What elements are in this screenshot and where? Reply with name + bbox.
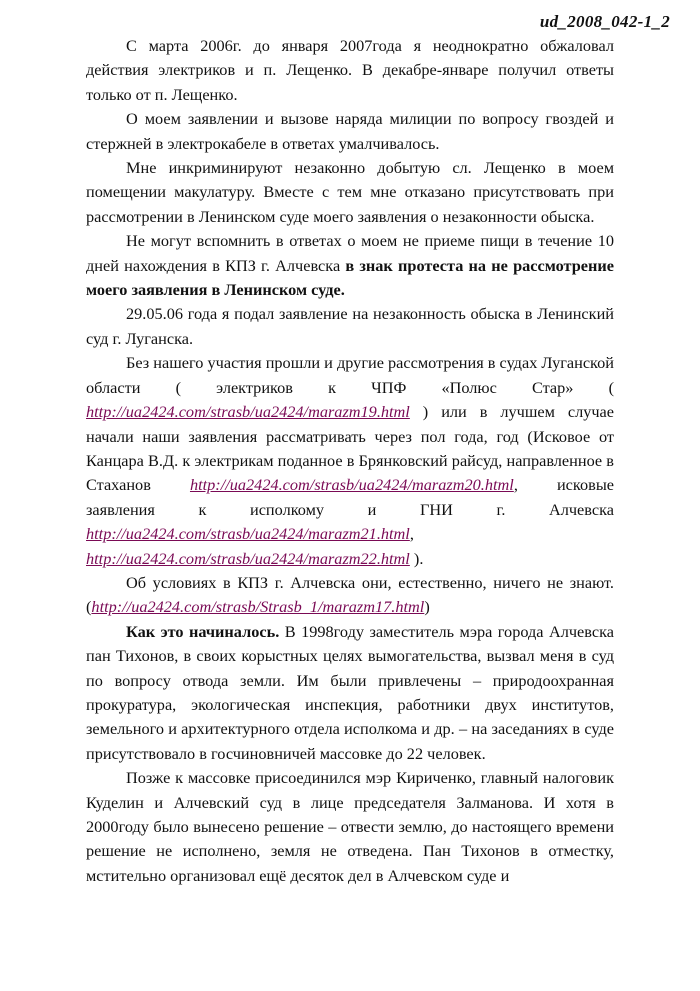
paragraph-2: О моем заявлении и вызове наряда милиции по вопросу гвоздей и стержней в электрокабеле в ответах умалчивалось.	[86, 109, 614, 153]
paragraph-6: Без нашего участия прошли и другие рассмотрения в судах Луганской области ( электриков к ЧПФ «Полюс Стар» ( http://ua2424.com/strasb/ua2424/marazm19.html ) или в лучшем случае начали наши заявления рассматривать через пол года, год (Исковое от Канцара В.Д. к электрикам поданное в Брянковский райсуд, направленное в Стаханов http://ua2424.com/strasb/ua2424/marazm20.html, исковые заявления к исполкому и ГНИ г. Алчевска http://ua2424.com/strasb/ua2424/marazm21.html, http://ua2424.com/strasb/ua2424/marazm22.html ).	[86, 353, 614, 568]
link-marazm20[interactable]: http://ua2424.com/strasb/ua2424/marazm20.html	[189, 475, 514, 495]
paragraph-8	[86, 620, 614, 766]
paragraph-6-text-a: Без нашего участия прошли и другие рассмотрения в судах Луганской области ( электриков к ЧПФ «Полюс Стар» (	[86, 353, 614, 397]
paragraph-1: С марта 2006г. до января 2007года я неоднократно обжаловал действия электриков и п. Лещенко. В декабре-январе получил ответы только от п. Лещенко.	[86, 36, 614, 104]
document-body	[86, 34, 614, 888]
paragraph-5: 29.05.06 года я подал заявление на незаконность обыска в Ленинский суд г. Луганска.	[86, 304, 614, 348]
link-marazm22[interactable]: http://ua2424.com/strasb/ua2424/marazm22.html	[86, 548, 410, 568]
link-marazm17[interactable]: http://ua2424.com/strasb/Strasb_1/marazm17.html	[91, 597, 425, 617]
link-marazm21[interactable]: http://ua2424.com/strasb/ua2424/marazm21.html	[86, 524, 410, 544]
paragraph-4	[86, 229, 614, 302]
document-id: ud_2008_042-1_2	[539, 12, 670, 31]
paragraph-6-text-b: ) или в лучшем случае начали наши заявления рассматривать через пол года, год (Исковое от Канцара В.Д. к электрикам поданное в Брянковский райсуд, направленное в Стаханов	[86, 402, 614, 495]
link-marazm19[interactable]: http://ua2424.com/strasb/ua2424/marazm19.html	[86, 402, 410, 422]
paragraph-7-text-a: Об условиях в КПЗ г. Алчевска они, естественно, ничего не знают. (	[86, 572, 614, 617]
paragraph-8-heading: Как это начиналось.	[126, 621, 280, 641]
paragraph-9: Позже к массовке присоединился мэр Кириченко, главный налоговик Куделин и Алчевский суд в лице председателя Залманова. И хотя в 2000году было вынесено решение – отвести землю, до настоящего времени решение не исполнено, земля не отведена. Пан Тихонов в отместку, мстительно организовал ещё десяток дел в Алчевском суде и	[86, 768, 614, 885]
paragraph-7	[86, 571, 614, 620]
paragraph-4-text: Не могут вспомнить в ответах о моем не приеме пищи в течение 10 дней нахождения в КПЗ г. Алчевска	[86, 231, 614, 275]
paragraph-8-text: В 1998году заместитель мэра города Алчевска пан Тихонов, в своих корыстных целях вымогательства, вызвал меня в суд по вопросу отвода земли. Им были привлечены – природоохранная прокуратура, экологическая инспекция, работники двух институтов, земельного и архитектурного отдела исполкома и др. – на заседаниях в суде присутствовало в госчиновничей массовке до 22 человек.	[86, 621, 614, 763]
paragraph-3: Мне инкриминируют незаконно добытую сл. Лещенко в моем помещении макулатуру. Вместе с тем мне отказано присутствовать при рассмотрении в Ленинском суде моего заявления о незаконности обыска.	[86, 158, 614, 226]
paragraph-4-bold-text: в знак протеста на не рассмотрение моего заявления в Ленинском суде.	[86, 255, 614, 300]
paragraph-7-text-b: )	[424, 597, 430, 617]
paragraph-6-text-d: ).	[409, 548, 424, 568]
paragraph-6-text-c: , исковые заявления к исполкому и ГНИ г. Алчевска	[86, 475, 614, 519]
